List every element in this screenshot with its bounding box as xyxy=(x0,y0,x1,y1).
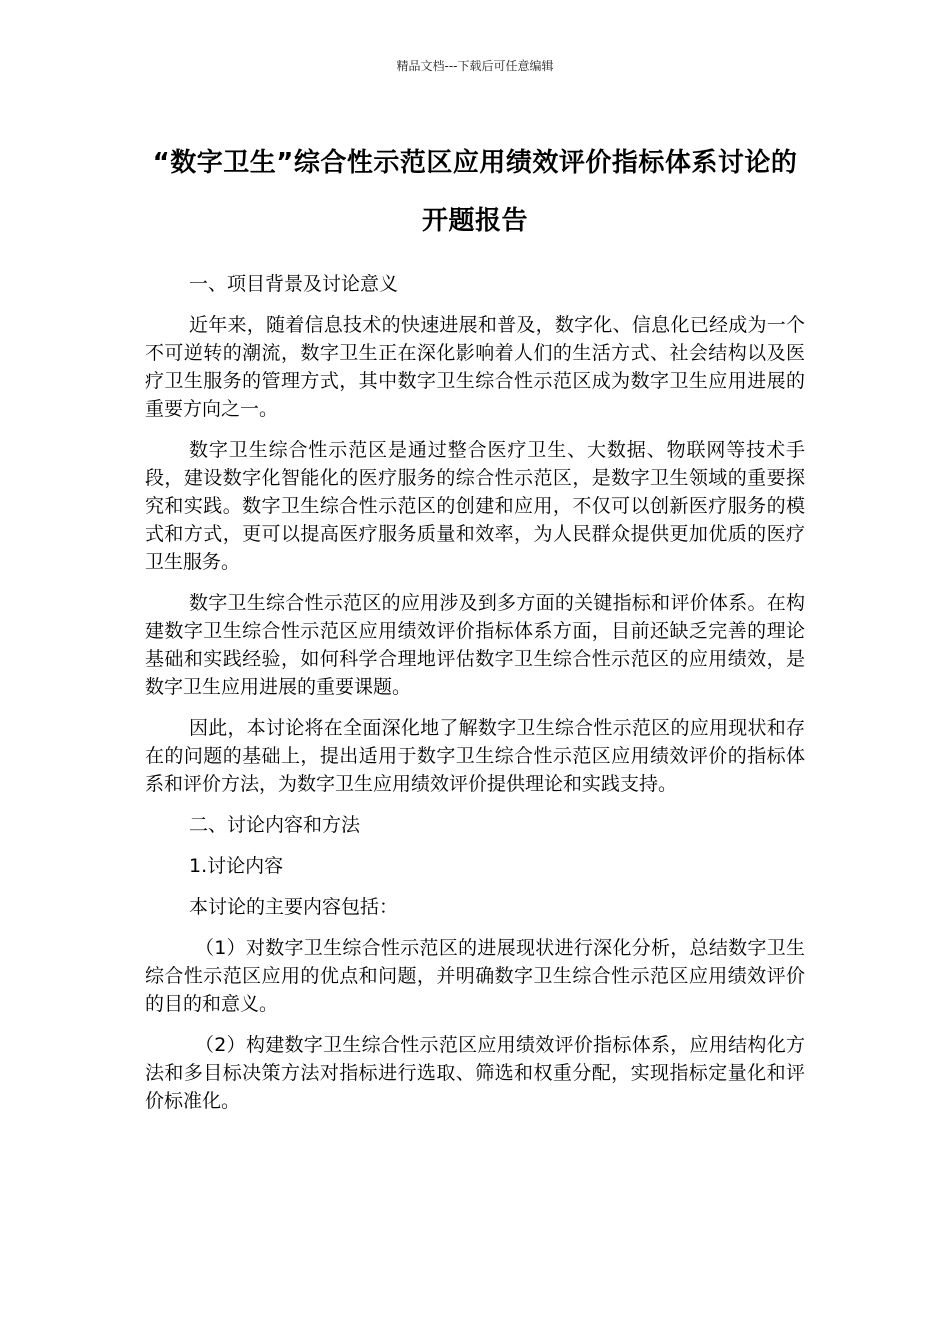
subsection-heading-content: 1.讨论内容 xyxy=(189,855,284,877)
header-note: 精品文档---下载后可任意编辑 xyxy=(396,59,554,73)
list-item: （2）构建数字卫生综合性示范区应用绩效评价指标体系，应用结构化方法和多目标决策方法对指标进行选取、筛选和权重分配，实现指标定量化和评价标准化。 xyxy=(145,1034,805,1112)
document-body xyxy=(145,270,805,1128)
document-title: “数字卫生”综合性示范区应用绩效评价指标体系讨论的开题报告 xyxy=(152,148,798,236)
list-item: （1）对数字卫生综合性示范区的进展现状进行深化分析，总结数字卫生综合性示范区应用的优点和问题，并明确数字卫生综合性示范区应用绩效评价的目的和意义。 xyxy=(145,937,805,1015)
section-heading-content-methods: 二、讨论内容和方法 xyxy=(189,814,361,836)
paragraph: 近年来，随着信息技术的快速进展和普及，数字化、信息化已经成为一个不可逆转的潮流，数字卫生正在深化影响着人们的生活方式、社会结构以及医疗卫生服务的管理方式，其中数字卫生综合性示范区成为数字卫生应用进展的重要方向之一。 xyxy=(145,314,805,420)
paragraph: 数字卫生综合性示范区是通过整合医疗卫生、大数据、物联网等技术手段，建设数字化智能化的医疗服务的综合性示范区，是数字卫生领域的重要探究和实践。数字卫生综合性示范区的创建和应用，不仅可以创新医疗服务的模式和方式，更可以提高医疗服务质量和效率，为人民群众提供更加优质的医疗卫生服务。 xyxy=(145,439,805,573)
paragraph: 数字卫生综合性示范区的应用涉及到多方面的关键指标和评价体系。在构建数字卫生综合性示范区应用绩效评价指标体系方面，目前还缺乏完善的理论基础和实践经验，如何科学合理地评估数字卫生综合性示范区的应用绩效，是数字卫生应用进展的重要课题。 xyxy=(145,592,805,698)
paragraph-intro: 本讨论的主要内容包括： xyxy=(189,896,399,918)
paragraph: 因此，本讨论将在全面深化地了解数字卫生综合性示范区的应用现状和存在的问题的基础上，提出适用于数字卫生综合性示范区应用绩效评价的指标体系和评价方法，为数字卫生应用绩效评价提供理论和实践支持。 xyxy=(145,717,805,795)
section-heading-background: 一、项目背景及讨论意义 xyxy=(189,273,399,295)
